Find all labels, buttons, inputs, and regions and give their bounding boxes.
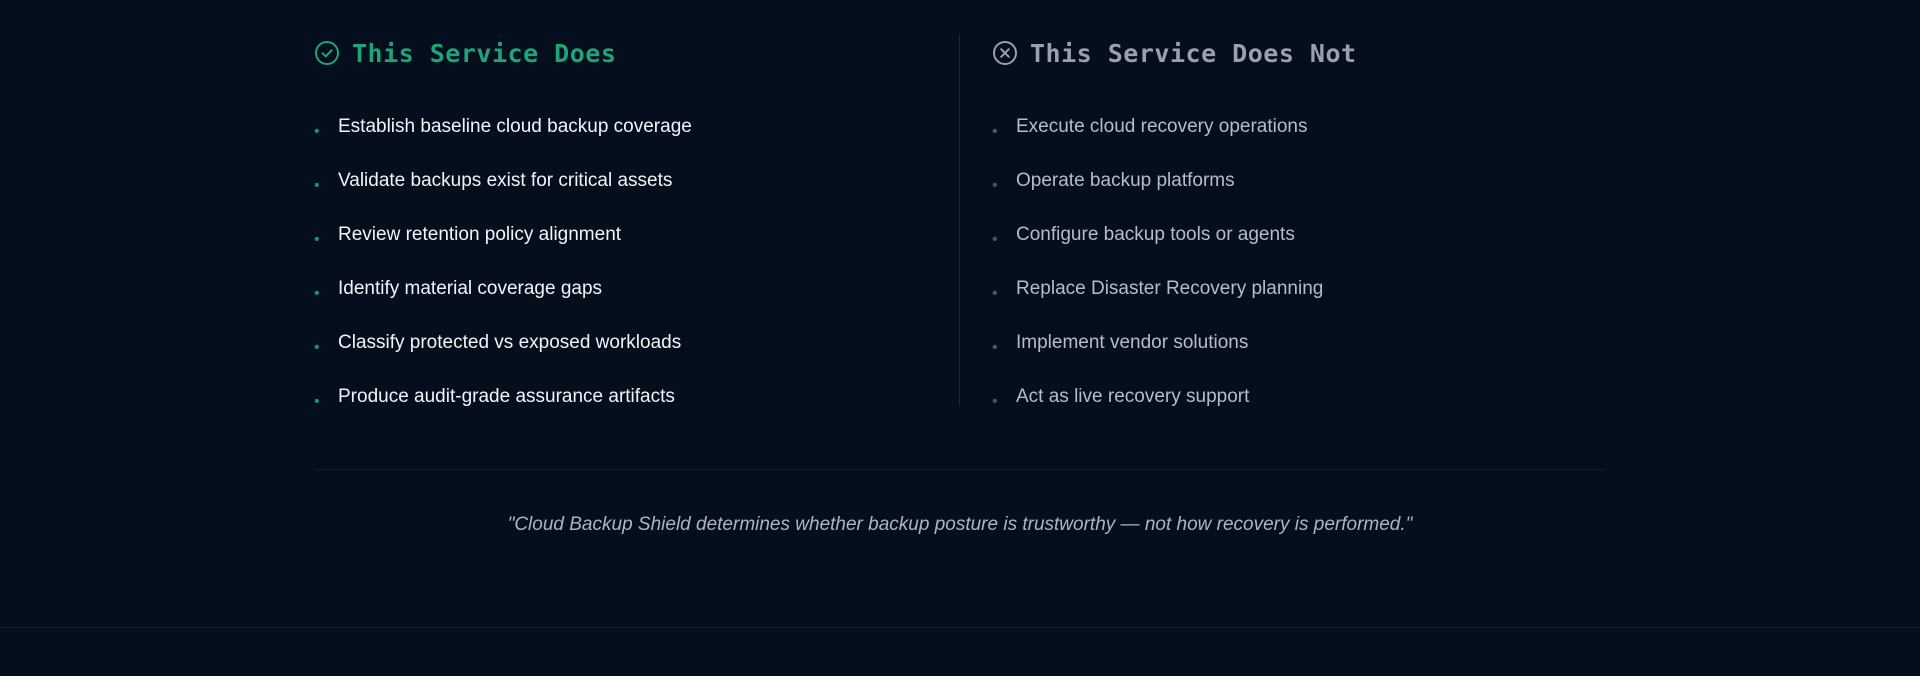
does-list-item: [314, 100, 959, 154]
bullet-dot: •: [992, 123, 998, 140]
does-list-item: [314, 208, 959, 262]
bullet-dot: •: [314, 339, 320, 356]
does-list-item: [314, 262, 959, 316]
does-not-item-text: Act as live recovery support: [1016, 386, 1250, 407]
bullet-dot: •: [314, 123, 320, 140]
does-list-item: [314, 370, 959, 424]
does-item-text: Establish baseline cloud backup coverage: [338, 116, 692, 137]
does-not-item-text: Operate backup platforms: [1016, 170, 1235, 191]
does-not-list: [992, 100, 1592, 424]
does-list-item: [314, 154, 959, 208]
does-not-item-text: Execute cloud recovery operations: [1016, 116, 1308, 137]
does-item-text: Validate backups exist for critical assets: [338, 170, 673, 191]
bullet-dot: •: [314, 285, 320, 302]
bullet-dot: •: [314, 177, 320, 194]
does-list-item: [314, 316, 959, 370]
bullet-dot: •: [992, 285, 998, 302]
bullet-dot: •: [992, 177, 998, 194]
does-not-list-item: [992, 370, 1592, 424]
does-header: [314, 34, 959, 72]
does-not-list-item: [992, 316, 1592, 370]
does-not-list-item: [992, 208, 1592, 262]
footer-divider: [0, 627, 1920, 628]
positioning-quote: "Cloud Backup Shield determines whether backup posture is trustworthy — not how recovery is performed.": [507, 514, 1413, 535]
x-circle-icon: [992, 40, 1018, 66]
does-item-text: Classify protected vs exposed workloads: [338, 332, 682, 353]
does-not-item-text: Configure backup tools or agents: [1016, 224, 1295, 245]
does-item-text: Review retention policy alignment: [338, 224, 622, 245]
bullet-dot: •: [992, 393, 998, 410]
bullet-dot: •: [314, 393, 320, 410]
does-not-item-text: Replace Disaster Recovery planning: [1016, 278, 1324, 299]
does-not-list-item: [992, 100, 1592, 154]
bullet-dot: •: [992, 339, 998, 356]
section-divider: [314, 469, 1606, 470]
does-item-text: Produce audit-grade assurance artifacts: [338, 386, 675, 407]
does-title: This Service Does: [352, 38, 617, 68]
check-circle-icon: [314, 40, 340, 66]
bullet-dot: •: [314, 231, 320, 248]
does-not-header: [992, 34, 1592, 72]
scope-columns: [314, 34, 1606, 410]
does-column: [314, 34, 960, 410]
does-not-column: [960, 34, 1592, 410]
does-not-list-item: [992, 154, 1592, 208]
does-not-item-text: Implement vendor solutions: [1016, 332, 1249, 353]
does-not-list-item: [992, 262, 1592, 316]
does-not-title: This Service Does Not: [1030, 38, 1357, 68]
does-item-text: Identify material coverage gaps: [338, 278, 603, 299]
does-list: [314, 100, 959, 424]
bullet-dot: •: [992, 231, 998, 248]
